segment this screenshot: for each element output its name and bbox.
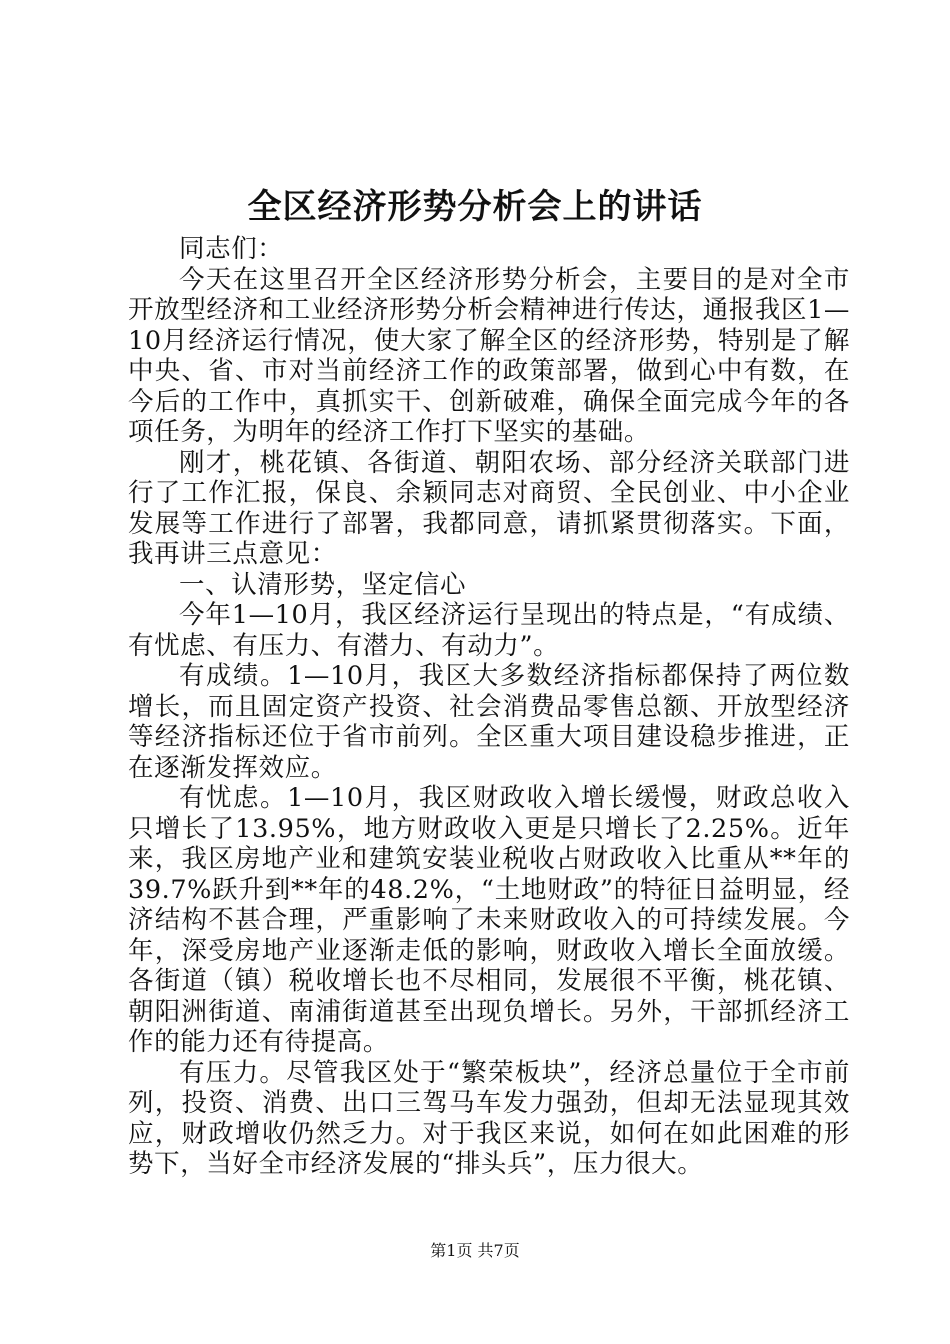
page-number-footer: 第1页 共7页: [430, 1241, 520, 1260]
body-paragraph: 刚才，桃花镇、各街道、朝阳农场、部分经济关联部门进行了工作汇报，保良、余颖同志对商贸、全民创业、中小企业发展等工作进行了部署，我都同意，请抓紧贯彻落实。下面，我再讲三点意见：: [128, 447, 850, 569]
body-paragraph: 今年1—10月，我区经济运行呈现出的特点是，“有成绩、有忧虑、有压力、有潜力、有动力”。: [128, 600, 850, 661]
document-body: [128, 234, 850, 1180]
body-paragraph: 今天在这里召开全区经济形势分析会，主要目的是对全市开放型经济和工业经济形势分析会精神进行传达，通报我区1—10月经济运行情况，使大家了解全区的经济形势，特别是了解中央、省、市对当前经济工作的政策部署，做到心中有数，在今后的工作中，真抓实干、创新破难，确保全面完成今年的各项任务，为明年的经济工作打下坚实的基础。: [128, 264, 850, 447]
body-paragraph: 有压力。尽管我区处于“繁荣板块”，经济总量位于全市前列，投资、消费、出口三驾马车发力强劲，但却无法显现其效应，财政增收仍然乏力。对于我区来说，如何在如此困难的形势下，当好全市经济发展的“排头兵”，压力很大。: [128, 1057, 850, 1179]
salutation-paragraph: 同志们：: [179, 234, 284, 264]
body-paragraph: 有忧虑。1—10月，我区财政收入增长缓慢，财政总收入只增长了13.95%，地方财政收入更是只增长了2.25%。近年来，我区房地产业和建筑安装业税收占财政收入比重从**年的39.7%跃升到**年的48.2%，“土地财政”的特征日益明显，经济结构不甚合理，严重影响了未来财政收入的可持续发展。今年，深受房地产业逐渐走低的影响，财政收入增长全面放缓。各街道（镇）税收增长也不尽相同，发展很不平衡，桃花镇、朝阳洲街道、南浦街道甚至出现负增长。另外，干部抓经济工作的能力还有待提高。: [128, 783, 850, 1057]
section-heading: 一、认清形势，坚定信心: [179, 569, 467, 600]
document-title: 全区经济形势分析会上的讲话: [247, 187, 703, 227]
body-paragraph: 有成绩。1—10月，我区大多数经济指标都保持了两位数增长，而且固定资产投资、社会消费品零售总额、开放型经济等经济指标还位于省市前列。全区重大项目建设稳步推进，正在逐渐发挥效应。: [128, 661, 850, 783]
